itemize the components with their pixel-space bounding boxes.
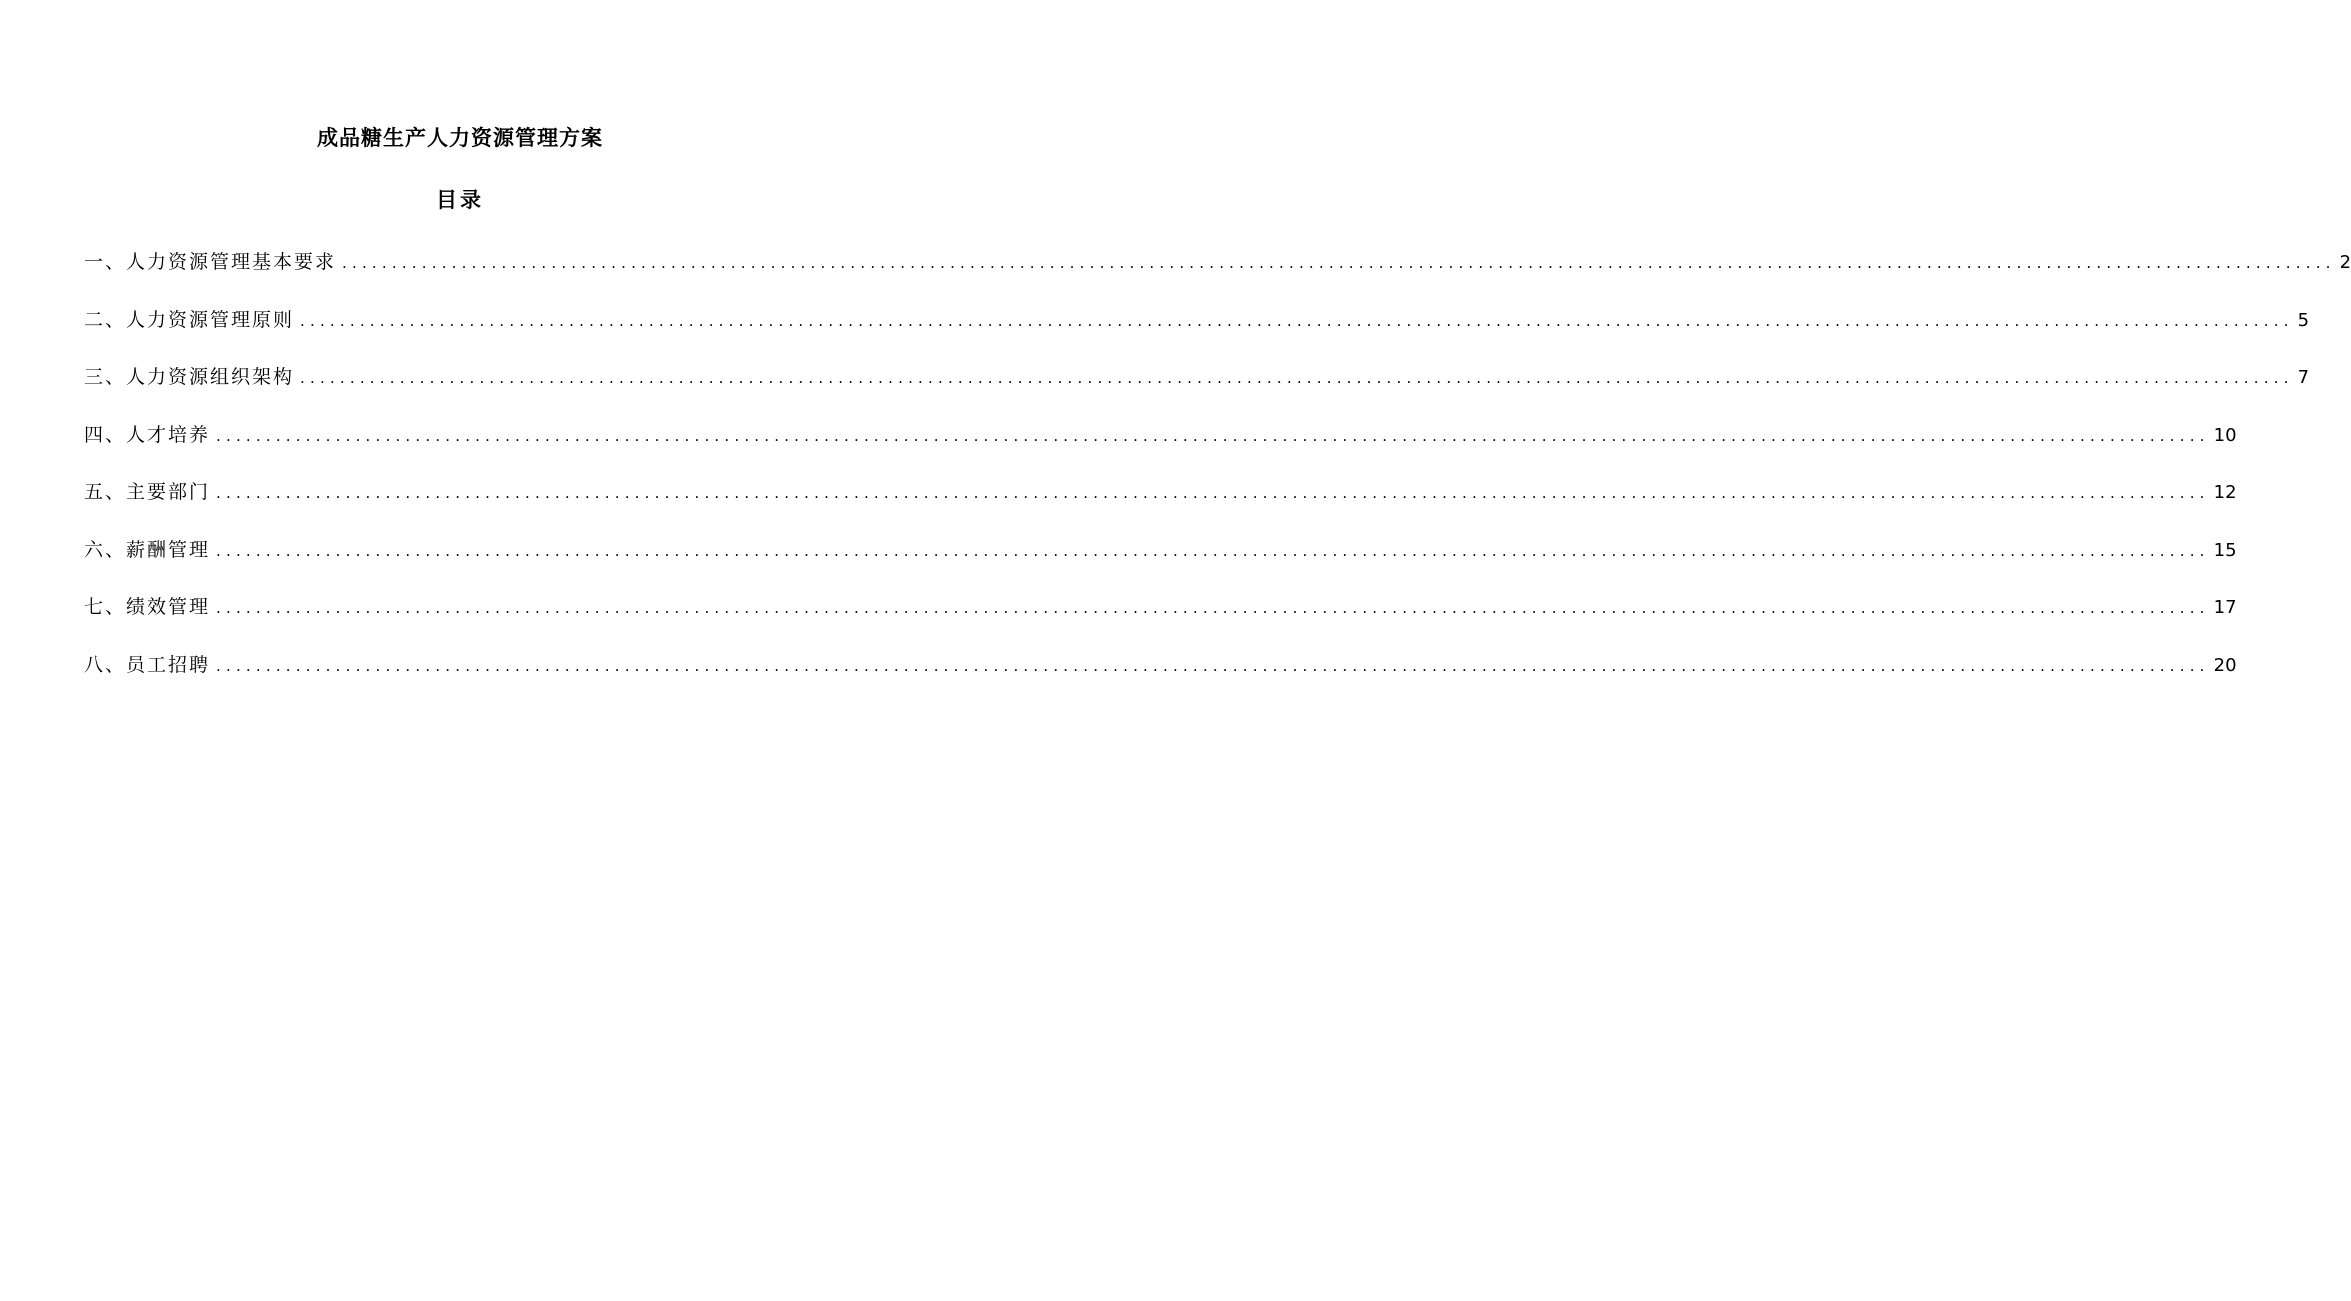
toc-leader-dots: ........................................................................................................................................................................................................ [300, 369, 2294, 387]
toc-entry-label: 四、人才培养 [84, 423, 211, 446]
toc-leader-dots: ........................................................................................................................................................................................................ [342, 254, 2336, 272]
toc-entry[interactable] [84, 304, 2310, 362]
toc-entry-page: 12 [2213, 482, 2237, 503]
toc-entry[interactable] [84, 476, 2237, 534]
toc-entry-label: 二、人力资源管理原则 [84, 308, 295, 331]
toc-entry-page: 7 [2297, 367, 2310, 388]
toc-entry[interactable] [84, 534, 2237, 592]
toc-leader-dots: ........................................................................................................................................................................................................ [216, 484, 2210, 502]
toc-leader-dots: ........................................................................................................................................................................................................ [216, 541, 2210, 560]
toc-leader-dots: ........................................................................................................................................................................................................ [300, 311, 2294, 330]
toc-leader-dots: ........................................................................................................................................................................................................ [216, 656, 2210, 675]
toc-entry[interactable] [84, 591, 2237, 649]
toc-leader-dots: ........................................................................................................................................................................................................ [216, 426, 2210, 445]
toc-entry-label: 七、绩效管理 [84, 596, 211, 618]
toc-entry-page: 20 [2213, 654, 2237, 676]
toc-entry[interactable] [84, 361, 2310, 419]
toc-entry-page: 10 [2213, 424, 2237, 446]
toc-entry-page: 15 [2213, 539, 2237, 561]
toc-entry-page: 5 [2297, 309, 2310, 331]
toc-heading: 目录 [436, 187, 484, 212]
toc-entry-label: 六、薪酬管理 [84, 538, 211, 561]
toc-entry-label: 三、人力资源组织架构 [84, 366, 295, 388]
toc-leader-dots: ........................................................................................................................................................................................................ [216, 599, 2210, 617]
toc-entry[interactable] [84, 419, 2237, 477]
table-of-contents [84, 246, 2351, 706]
document-title: 成品糖生产人力资源管理方案 [317, 125, 603, 150]
toc-entry-label: 五、主要部门 [84, 481, 211, 503]
toc-entry-label: 一、人力资源管理基本要求 [84, 251, 337, 273]
toc-entry-page: 2 [2339, 252, 2351, 273]
toc-entry[interactable] [84, 649, 2237, 707]
toc-entry-page: 17 [2213, 597, 2237, 618]
toc-entry-label: 八、员工招聘 [84, 653, 211, 676]
toc-entry[interactable] [84, 246, 2351, 304]
